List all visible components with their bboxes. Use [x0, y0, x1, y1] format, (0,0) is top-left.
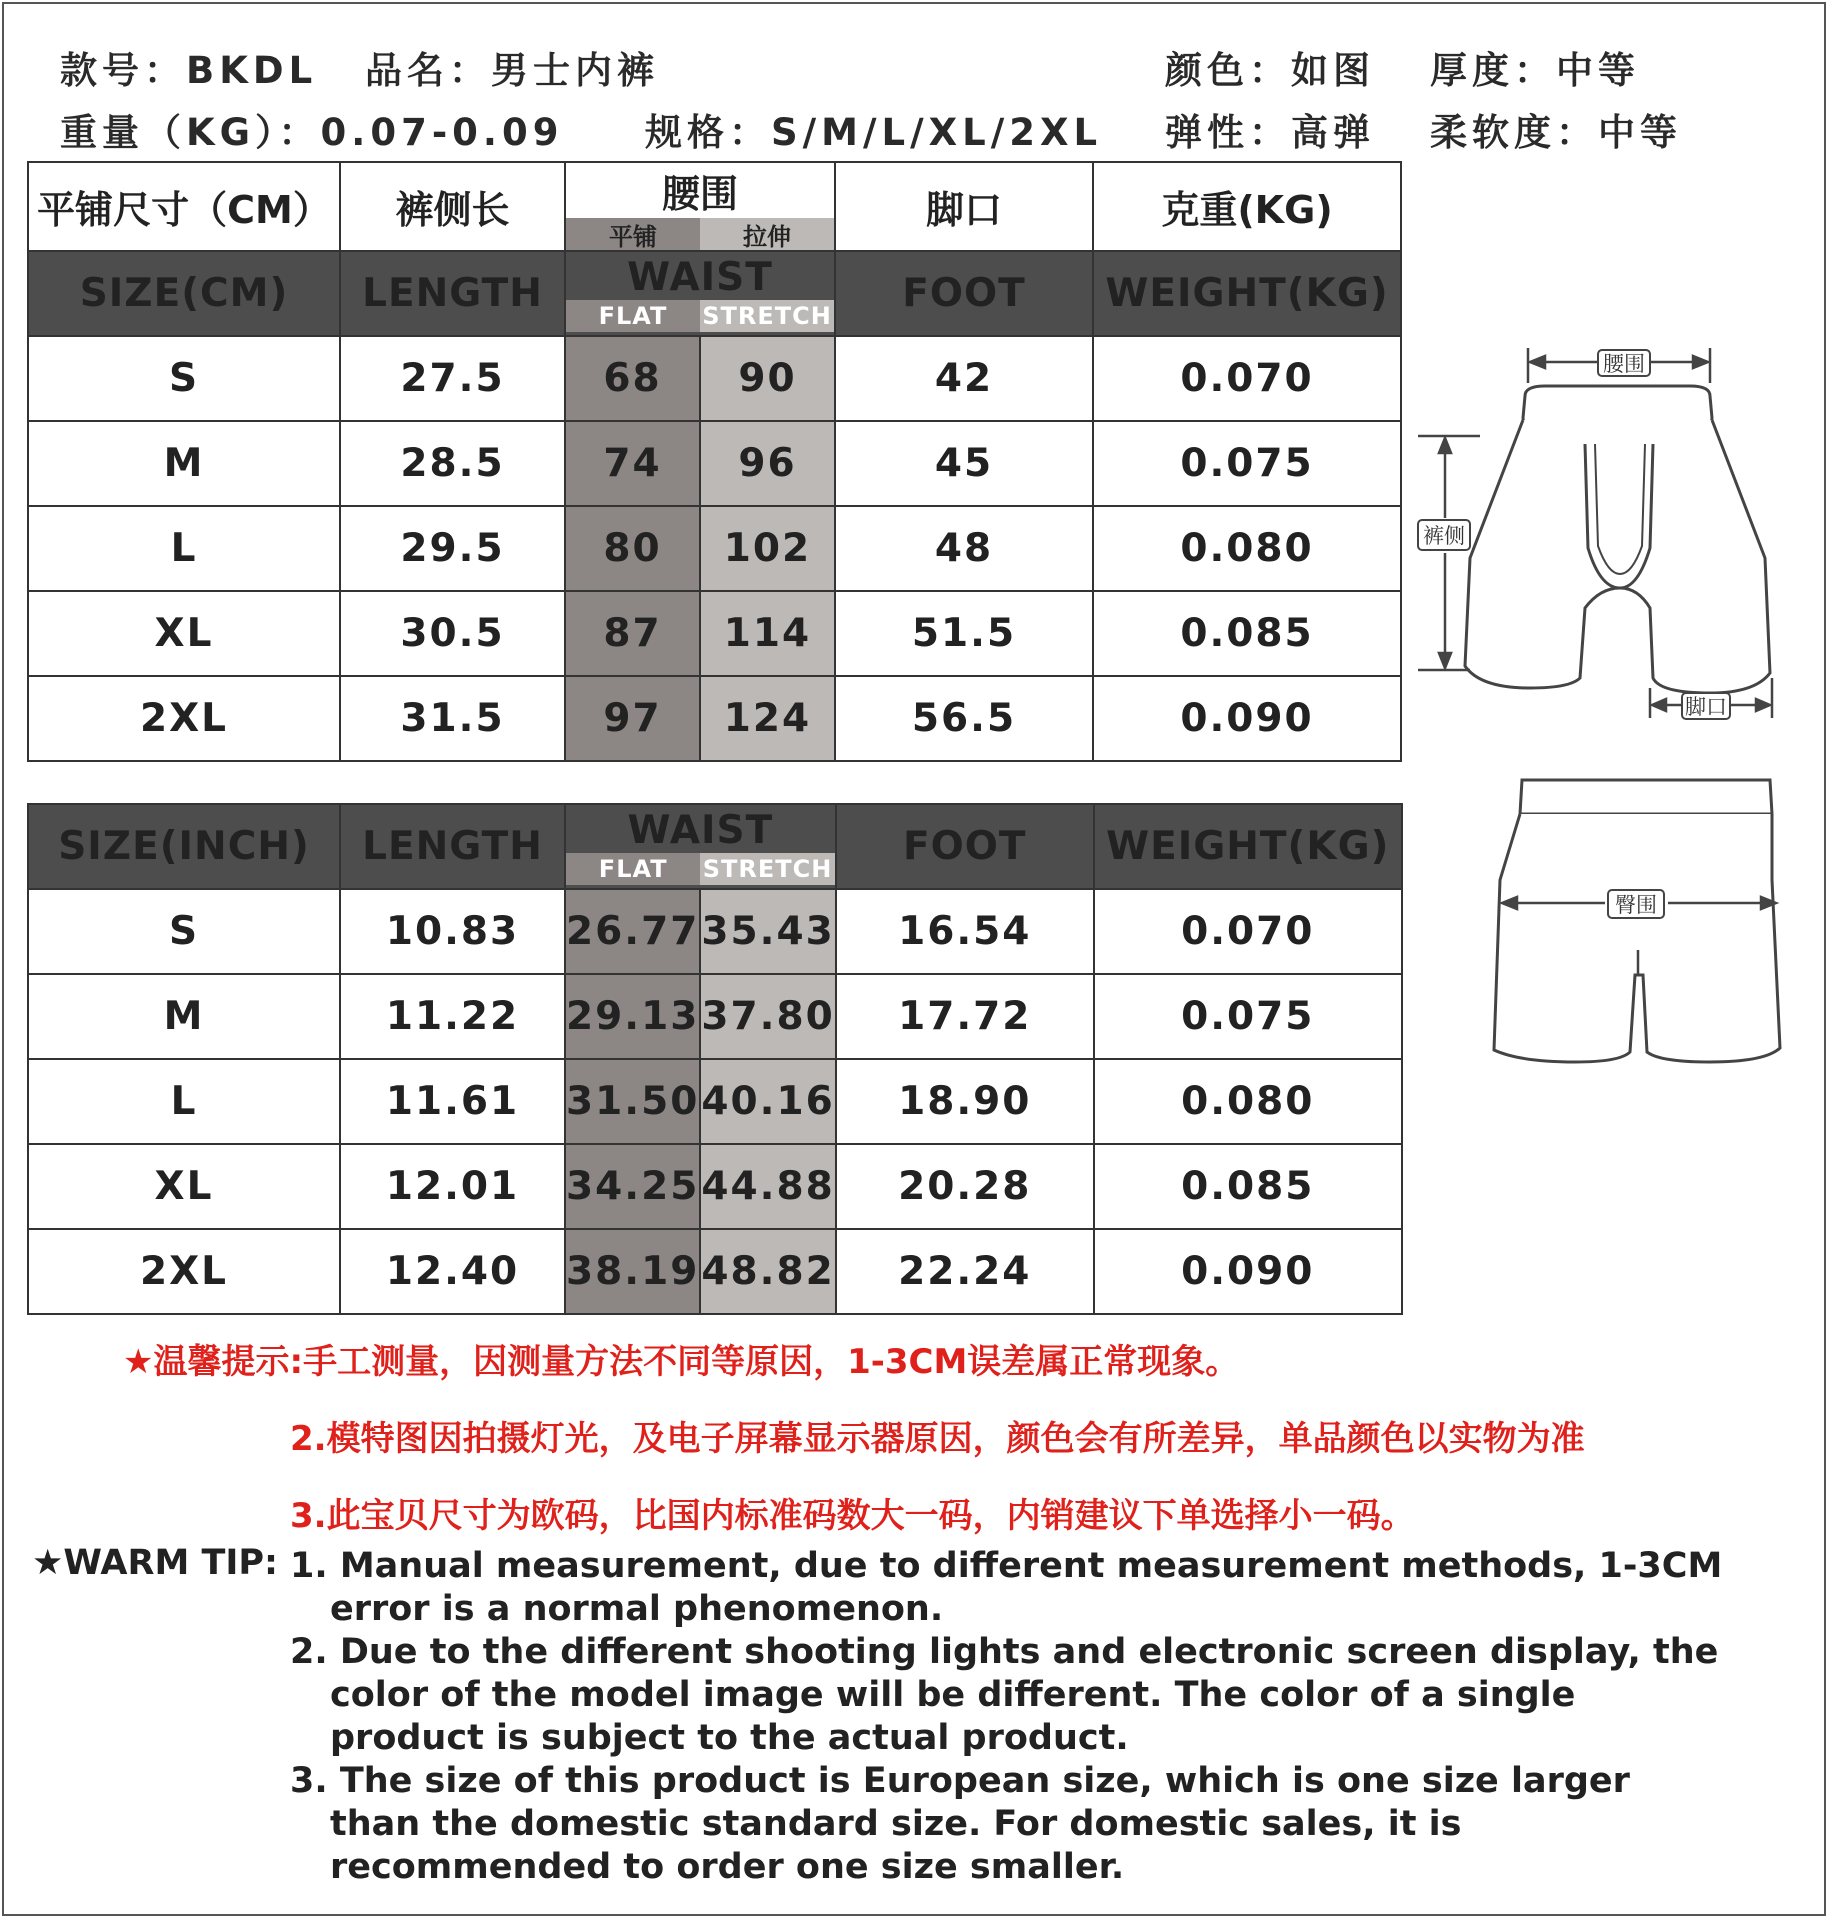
table-row [28, 676, 1401, 761]
cn-header-waist-label: 腰围 [661, 172, 738, 216]
cell-weight: 0.070 [1093, 336, 1401, 421]
cell-weight: 0.075 [1093, 421, 1401, 506]
product-weight: 重量（KG）：0.07-0.09 [60, 111, 564, 154]
note-en-2: 2. Due to the different shooting lights and electronic screen display, the color of the model image will be different. The color of a single product is subject to the actual product. [290, 1632, 1719, 1758]
cell-waist-flat: 31.50 [565, 1059, 700, 1144]
warm-tip-label: ★WARM TIP: [32, 1543, 279, 1583]
cell-waist-flat: 74 [565, 421, 700, 506]
note-en-1: 1. Manual measurement, due to different measurement methods, 1-3CM error is a normal phenomenon. [290, 1546, 1723, 1629]
cell-size: L [28, 1059, 340, 1144]
cell-waist-stretch: 37.80 [700, 974, 835, 1059]
cell-foot: 20.28 [836, 1144, 1094, 1229]
inch-header-waist-label: WAIST [627, 808, 774, 853]
cell-length: 31.5 [340, 676, 565, 761]
cell-waist-flat: 34.25 [565, 1144, 700, 1229]
cell-size: L [28, 506, 340, 591]
cn-header-row [28, 162, 1401, 251]
cn-header-weight: 克重(KG) [1093, 162, 1401, 251]
cell-length: 11.22 [340, 974, 565, 1059]
cell-weight: 0.070 [1094, 889, 1402, 974]
front-shorts-outline [1465, 386, 1770, 693]
cell-weight: 0.080 [1094, 1059, 1402, 1144]
inch-header-waist [565, 804, 836, 889]
side-label: 裤侧 [1423, 524, 1465, 548]
cell-waist-flat: 38.19 [565, 1229, 700, 1314]
inch-header-row [28, 804, 1402, 889]
inch-header-waist-flat: FLAT [566, 853, 700, 885]
table-row [28, 1059, 1402, 1144]
inch-header-foot: FOOT [836, 804, 1094, 889]
cn-header-waist-stretch: 拉伸 [700, 218, 834, 250]
cell-waist-stretch: 44.88 [700, 1144, 835, 1229]
product-thickness: 厚度：中等 [1430, 49, 1640, 92]
cell-foot: 56.5 [835, 676, 1093, 761]
back-shorts-diagram [1480, 770, 1800, 1070]
cell-length: 10.83 [340, 889, 565, 974]
cell-waist-stretch: 114 [700, 591, 835, 676]
cell-size: S [28, 889, 340, 974]
table-row [28, 889, 1402, 974]
cell-length: 28.5 [340, 421, 565, 506]
cell-size: M [28, 421, 340, 506]
cell-waist-flat: 26.77 [565, 889, 700, 974]
inch-header-size: SIZE(INCH) [28, 804, 340, 889]
table-row [28, 591, 1401, 676]
note-en-3: 3. The size of this product is European size, which is one size larger than the domestic standard size. For domestic sales, it is recommended to order one size smaller. [290, 1761, 1630, 1887]
cell-waist-stretch: 40.16 [700, 1059, 835, 1144]
cn-header-waist [565, 162, 835, 251]
inch-header-weight: WEIGHT(KG) [1094, 804, 1402, 889]
cell-length: 12.01 [340, 1144, 565, 1229]
size-table-inch [27, 803, 1403, 1315]
cell-length: 11.61 [340, 1059, 565, 1144]
note-cn-3: 3.此宝贝尺寸为欧码，比国内标准码数大一码，内销建议下单选择小一码。 [290, 1496, 1415, 1536]
cell-weight: 0.090 [1093, 676, 1401, 761]
cm-body [28, 336, 1401, 761]
product-color: 颜色：如图 [1165, 49, 1375, 92]
cell-waist-stretch: 102 [700, 506, 835, 591]
cell-foot: 51.5 [835, 591, 1093, 676]
inch-header-waist-stretch: STRETCH [700, 853, 834, 885]
table-row [28, 1144, 1402, 1229]
cell-length: 12.40 [340, 1229, 565, 1314]
cell-foot: 45 [835, 421, 1093, 506]
cell-size: XL [28, 591, 340, 676]
cell-length: 29.5 [340, 506, 565, 591]
cell-waist-stretch: 90 [700, 336, 835, 421]
table-row [28, 336, 1401, 421]
cell-foot: 48 [835, 506, 1093, 591]
product-elasticity: 弹性：高弹 [1165, 111, 1375, 154]
cell-weight: 0.090 [1094, 1229, 1402, 1314]
table-row [28, 421, 1401, 506]
inch-body [28, 889, 1402, 1314]
cell-size: M [28, 974, 340, 1059]
cell-foot: 42 [835, 336, 1093, 421]
waist-label: 腰围 [1603, 352, 1645, 376]
cell-waist-flat: 68 [565, 336, 700, 421]
header-length: LENGTH [340, 251, 565, 336]
cell-weight: 0.085 [1094, 1144, 1402, 1229]
header-foot: FOOT [835, 251, 1093, 336]
note-cn-2: 2.模特图因拍摄灯光，及电子屏幕显示器原因，颜色会有所差异，单品颜色以实物为准 [290, 1419, 1585, 1459]
foot-label: 脚口 [1685, 695, 1727, 719]
header-size: SIZE(CM) [28, 251, 340, 336]
product-softness: 柔软度：中等 [1430, 111, 1682, 154]
table-row [28, 1229, 1402, 1314]
en-header-row [28, 251, 1401, 336]
note-en-list [290, 1545, 1730, 1889]
cell-waist-flat: 80 [565, 506, 700, 591]
hip-label: 臀围 [1615, 893, 1657, 917]
note-cn-1: ★温馨提示:手工测量，因测量方法不同等原因，1-3CM误差属正常现象。 [123, 1342, 1240, 1382]
table-row [28, 974, 1402, 1059]
cell-foot: 17.72 [836, 974, 1094, 1059]
cn-header-length: 裤侧长 [340, 162, 565, 251]
cell-waist-stretch: 35.43 [700, 889, 835, 974]
cell-size: 2XL [28, 1229, 340, 1314]
header-waist-stretch: STRETCH [700, 300, 834, 332]
back-shorts-outline [1494, 780, 1780, 1062]
cell-foot: 16.54 [836, 889, 1094, 974]
cn-header-size: 平铺尺寸（CM） [28, 162, 340, 251]
inch-header-length: LENGTH [340, 804, 565, 889]
header-waist-flat: FLAT [566, 300, 700, 332]
table-row [28, 506, 1401, 591]
front-shorts-diagram [1410, 348, 1810, 728]
product-sizes: 规格：S/M/L/XL/2XL [645, 111, 1103, 154]
cell-size: S [28, 336, 340, 421]
product-name: 品名：男士内裤 [365, 49, 659, 92]
cell-foot: 22.24 [836, 1229, 1094, 1314]
cell-size: XL [28, 1144, 340, 1229]
cell-waist-stretch: 124 [700, 676, 835, 761]
cell-weight: 0.080 [1093, 506, 1401, 591]
cell-weight: 0.085 [1093, 591, 1401, 676]
cell-waist-stretch: 48.82 [700, 1229, 835, 1314]
cell-waist-flat: 29.13 [565, 974, 700, 1059]
cell-length: 27.5 [340, 336, 565, 421]
header-waist [565, 251, 835, 336]
cn-header-waist-flat: 平铺 [566, 218, 700, 250]
cell-waist-flat: 87 [565, 591, 700, 676]
cell-waist-flat: 97 [565, 676, 700, 761]
header-weight: WEIGHT(KG) [1093, 251, 1401, 336]
cell-length: 30.5 [340, 591, 565, 676]
cell-foot: 18.90 [836, 1059, 1094, 1144]
cell-waist-stretch: 96 [700, 421, 835, 506]
cn-header-foot: 脚口 [835, 162, 1093, 251]
size-table-cm [27, 161, 1402, 762]
cell-size: 2XL [28, 676, 340, 761]
header-waist-label: WAIST [627, 255, 773, 300]
cell-weight: 0.075 [1094, 974, 1402, 1059]
model-number: 款号：BKDL [60, 49, 318, 92]
